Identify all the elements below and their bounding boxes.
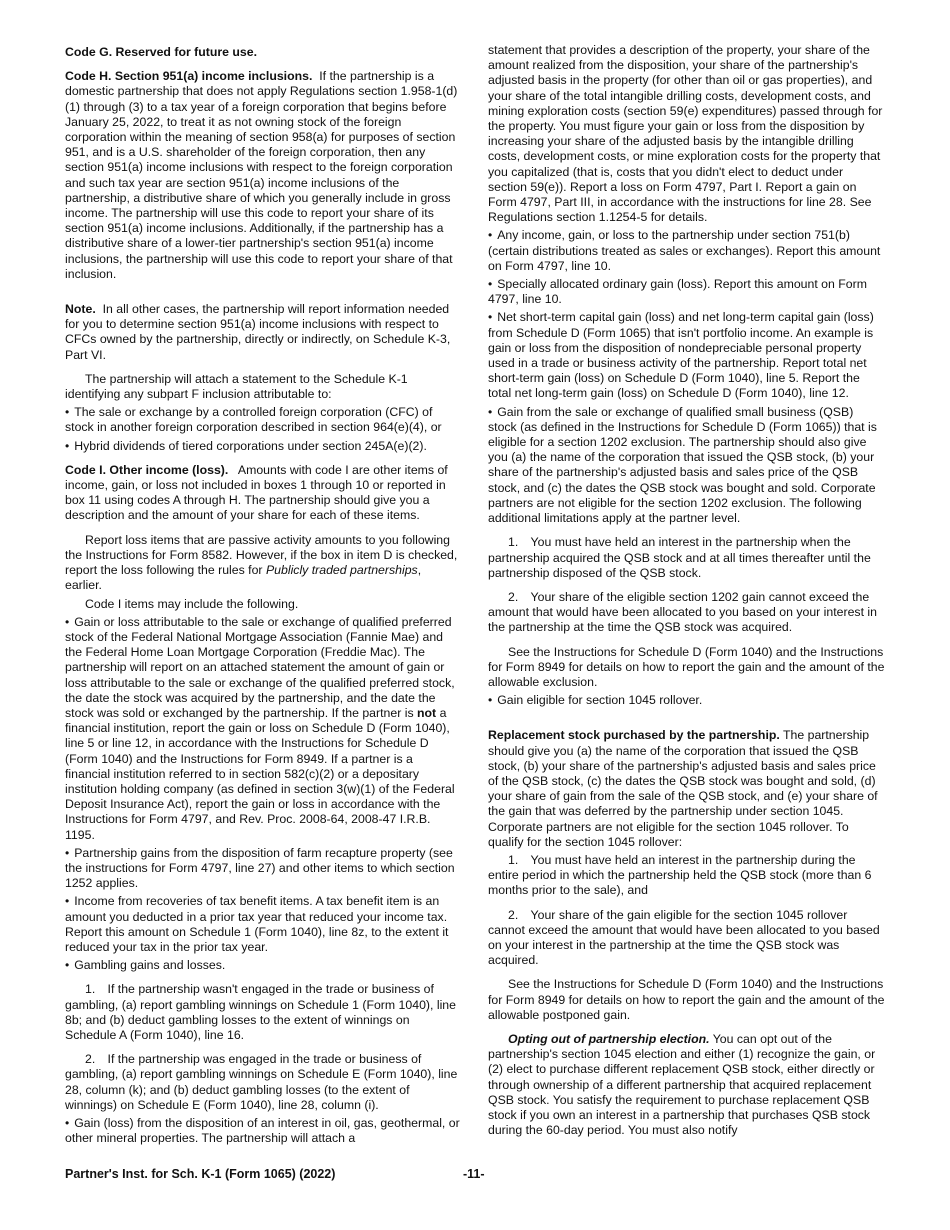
list-item bbox=[488, 277, 885, 307]
list-item bbox=[65, 615, 461, 843]
list-item bbox=[65, 894, 461, 955]
gambling-item-2: 2. If the partnership was engaged in the trade or business of gambling, (a) report gambling winnings on Schedule E (Form 1040), line 28, column (k); and (b) deduct gambling losses (to the extent of winnings) on Schedule E (Form 1040), line 28, column (i). bbox=[65, 1052, 458, 1112]
bullet-icon: • bbox=[65, 438, 70, 453]
rollover-item-1: 1. You must have held an interest in the partnership during the entire period in which the partnership held the QSB stock (more than 6 months prior to the sale), and bbox=[488, 852, 872, 898]
code-i-items-intro: Code I items may include the following. bbox=[85, 596, 299, 611]
bullet-icon: • bbox=[65, 614, 70, 629]
qsb-item-2: 2. Your share of the eligible section 1202 gain cannot exceed the amount that would have been allocated to you based on your interest in the partnership at the time the QSB stock was acquired. bbox=[488, 589, 877, 635]
code-g-heading: Code G. Reserved for future use. bbox=[65, 45, 258, 59]
page-footer bbox=[65, 1167, 885, 1181]
list-item-text: Hybrid dividends of tiered corporations under section 245A(e)(2). bbox=[74, 438, 427, 453]
rollover-item-2: 2. Your share of the gain eligible for the section 1045 rollover cannot exceed the amount that would have been allocated to you based on your interest in the partnership at the time the QSB stock was acquired. bbox=[488, 907, 880, 968]
list-item-text: a financial institution, report the gain or loss on Schedule D (Form 1040), line 5 or line 12, in accordance with the Instructions for Schedule D (Form 1040) and the Instructions for Form 8949. If a partner is a financial institution referred to in section 582(c)(2) or a depositary institution holding company (as defined in section 3(w)(1) of the Federal Deposit Insurance Act), report the gain or loss in accordance with the Instructions for Form 4797, and Rev. Proc. 2008-64, 2008-47 I.R.B. 1195. bbox=[65, 705, 455, 842]
list-item-text: Gambling gains and losses. bbox=[74, 958, 226, 973]
list-item bbox=[488, 228, 885, 274]
bullet-icon: • bbox=[65, 894, 70, 909]
opt-out-paragraph bbox=[488, 1032, 885, 1138]
list-item-text: Gain from the sale or exchange of qualified small business (QSB) stock (as defined in the Instructions for Schedule D (Form 1065)) that is eligible for a section 1202 exclusion. The partnership should also give you (a) the name of the corporation that issued the QSB stock, (b) your share of the partnership's adjusted basis and sales price of the QSB stock, and (c) the dates the QSB stock was bought and sold. Corporate partners are not eligible for the section 1202 exclusion. The following additional limitations apply at the partner level. bbox=[488, 404, 877, 526]
note-body: In all other cases, the partnership will report information needed for you to determine section 951(a) income inclusions with respect to CFCs owned by the partnership, directly or indirectly, on Schedule K-3, Part VI. bbox=[65, 302, 451, 362]
code-h-paragraph bbox=[65, 69, 461, 282]
list-item bbox=[65, 1116, 461, 1146]
oil-gas-continuation: statement that provides a description of the property, your share of the amount realized from the disposition, your share of the partnership's adjusted basis in the property (for other than oil or gas properties), and your share of the total intangible drilling costs, development costs, and mining exploration costs (section 59(e) expenditures) passed through for the property. You must figure your gain or loss from the disposition by increasing your share of the adjusted basis by the intangible drilling costs, development costs, or mine exploration costs for the property that you capitalized (that is, costs that you didn't elect to deduct under section 59(e)). Report a loss on Form 4797, Part I. Report a gain on Form 4797, Part III, in accordance with the instructions for line 28. See Regulations section 1.1254-5 for details. bbox=[488, 43, 883, 225]
code-i-paragraph bbox=[65, 463, 461, 524]
gambling-item-1: 1. If the partnership wasn't engaged in the trade or business of gambling, (a) report gambling winnings on Schedule 1 (Form 1040), line 8b; and (b) deduct gambling losses to the extent of winnings on Schedule A (Form 1040), line 16. bbox=[65, 982, 456, 1042]
bullet-icon: • bbox=[65, 845, 70, 860]
list-item-text: Gain or loss attributable to the sale or exchange of qualified preferred stock of the Federal National Mortgage Association (Fannie Mae) and the Federal Home Loan Mortgage Corporation (Freddie Mac). The partnership will report on an attached statement the amount of gain or loss attributable to the sale or exchange of the qualified preferred stock, the date the stock was acquired by the partnership, and the date the stock was sold or exchanged by the partnership. If the partner is bbox=[65, 614, 455, 720]
list-item-text: Gain eligible for section 1045 rollover. bbox=[497, 693, 703, 708]
opt-out-heading: Opting out of partnership election. bbox=[508, 1031, 710, 1046]
list-item-text: Any income, gain, or loss to the partnership under section 751(b) (certain distributions treated as sales or exchanges). Report this amount on Form 4797, line 10. bbox=[488, 228, 881, 273]
replacement-stock-paragraph bbox=[488, 728, 885, 850]
list-item bbox=[65, 439, 461, 454]
code-h-heading: Code H. Section 951(a) income inclusions. bbox=[65, 69, 313, 84]
qsb-item-1: 1. You must have held an interest in the partnership when the partnership acquired the QSB stock and at all times thereafter until the partnership disposed of the QSB stock. bbox=[488, 535, 871, 580]
bullet-icon: • bbox=[488, 277, 493, 292]
bullet-icon: • bbox=[488, 404, 493, 419]
list-item-text: The sale or exchange by a controlled foreign corporation (CFC) of stock in another foreign corporation described in section 964(e)(4), or bbox=[65, 405, 442, 435]
note-paragraph bbox=[65, 302, 461, 363]
code-i-body: Amounts with code I are other items of income, gain, or loss not included in boxes 1 through 10 or reported in box 11 using codes A through H. The partnership should give you a description and the amount of your share for each of these items. bbox=[65, 462, 448, 523]
list-item bbox=[65, 405, 461, 435]
bullet-icon: • bbox=[488, 693, 493, 708]
rollover-see-instructions: See the Instructions for Schedule D (Form 1040) and the Instructions for Form 8949 for details on how to report the gain and the amount of the allowable postponed gain. bbox=[488, 977, 885, 1022]
qsb-see-instructions: See the Instructions for Schedule D (Form 1040) and the Instructions for Form 8949 for details on how to report the gain and the amount of the allowable exclusion. bbox=[488, 644, 885, 689]
list-item-text: Income from recoveries of tax benefit items. A tax benefit item is an amount you deducted in a prior tax year that reduced your income tax. Report this amount on Schedule 1 (Form 1040), line 8z, to the extent it reduced your tax in the prior tax year. bbox=[65, 894, 449, 954]
bullet-icon: • bbox=[488, 228, 493, 243]
list-item-text: Gain (loss) from the disposition of an interest in oil, gas, geothermal, or other mineral properties. The partnership will attach a bbox=[65, 1116, 460, 1146]
passive-text: Report loss items that are passive activity amounts to you following the Instructions for Form 8582. However, if the box in item D is checked, report the loss following the rules for bbox=[65, 532, 458, 578]
emphasis-not: not bbox=[417, 705, 437, 720]
bullet-icon: • bbox=[65, 1116, 70, 1130]
list-item-text: Specially allocated ordinary gain (loss). Report this amount on Form 4797, line 10. bbox=[488, 277, 867, 307]
right-column bbox=[488, 43, 885, 1141]
left-column bbox=[65, 45, 461, 1149]
subpart-f-paragraph: The partnership will attach a statement to the Schedule K-1 identifying any subpart F inclusion attributable to: bbox=[65, 371, 408, 402]
replacement-stock-heading: Replacement stock purchased by the partnership. bbox=[488, 728, 780, 743]
opt-out-body: You can opt out of the partnership's section 1045 election and either (1) recognize the gain, or (2) elect to purchase different replacement QSB stock, either directly or through ownership of a different partnership that acquired replacement QSB stock. You satisfy the requirement to purchase replacement QSB stock if you own an interest in a partnership that purchases QSB stock during the 60-day period. You must also notify bbox=[488, 1031, 876, 1138]
note-heading: Note. bbox=[65, 302, 96, 317]
list-item bbox=[488, 310, 885, 401]
list-item bbox=[488, 405, 885, 527]
code-h-body: If the partnership is a domestic partnership that does not apply Regulations section 1.958-1(d)(1) through (3) to a tax year of a foreign corporation that begins before January 25, 2022, to treat it as not owning stock of the foreign corporation within the meaning of section 958(a) for purposes of section 951, and is a U.S. shareholder of the foreign corporation, then any section 951(a) income inclusions with respect to the foreign corporation and such tax year are section 951(a) income inclusions of the partnership, a distributive share of which you generally include in gross income. The partnership will use this code to report your share of its section 951(a) income inclusions. Additionally, if the partnership has a distributive share of a lower-tier partnership's section 951(a) income inclusions, the partnership will use this code to report your share of that inclusion. bbox=[65, 69, 458, 281]
bullet-icon: • bbox=[488, 310, 493, 325]
replacement-stock-body: The partnership should give you (a) the name of the corporation that issued the QSB stock, (b) your share of the partnership's adjusted basis and sales price of the QSB stock, (c) the dates the QSB stock was bought and sold, (d) your share of gain from the sale of the QSB stock, and (e) your share of the gain that was deferred by the partnership under section 1045. Corporate partners are not eligible for the section 1045 rollover. To qualify for the section 1045 rollover: bbox=[488, 728, 878, 849]
list-item bbox=[488, 693, 885, 708]
list-item-text: Net short-term capital gain (loss) and net long-term capital gain (loss) from Schedule D (Form 1065) that isn't portfolio income. An example is gain or loss from the disposition of nondepreciable personal property used in a trade or business activity of the partnership. Report total net short-term gain (loss) on Schedule D (Form 1040), line 5. Report the total net long-term gain (loss) on Schedule D (Form 1040), line 12. bbox=[488, 310, 874, 401]
bullet-icon: • bbox=[65, 405, 70, 420]
list-item bbox=[65, 958, 461, 973]
list-item-text: Partnership gains from the disposition of farm recapture property (see the instructions for Form 4797, line 27) and other items to which section 1252 applies. bbox=[65, 845, 455, 891]
passive-paragraph bbox=[65, 533, 461, 594]
passive-text-end: , earlier. bbox=[65, 563, 422, 593]
passive-link-text: Publicly traded partnerships bbox=[265, 563, 418, 578]
code-i-heading: Code I. Other income (loss). bbox=[65, 462, 229, 477]
bullet-icon: • bbox=[65, 958, 70, 973]
page-number: -11- bbox=[463, 1167, 485, 1181]
list-item bbox=[65, 846, 461, 892]
footer-title: Partner's Inst. for Sch. K-1 (Form 1065) (2022) bbox=[65, 1167, 336, 1181]
